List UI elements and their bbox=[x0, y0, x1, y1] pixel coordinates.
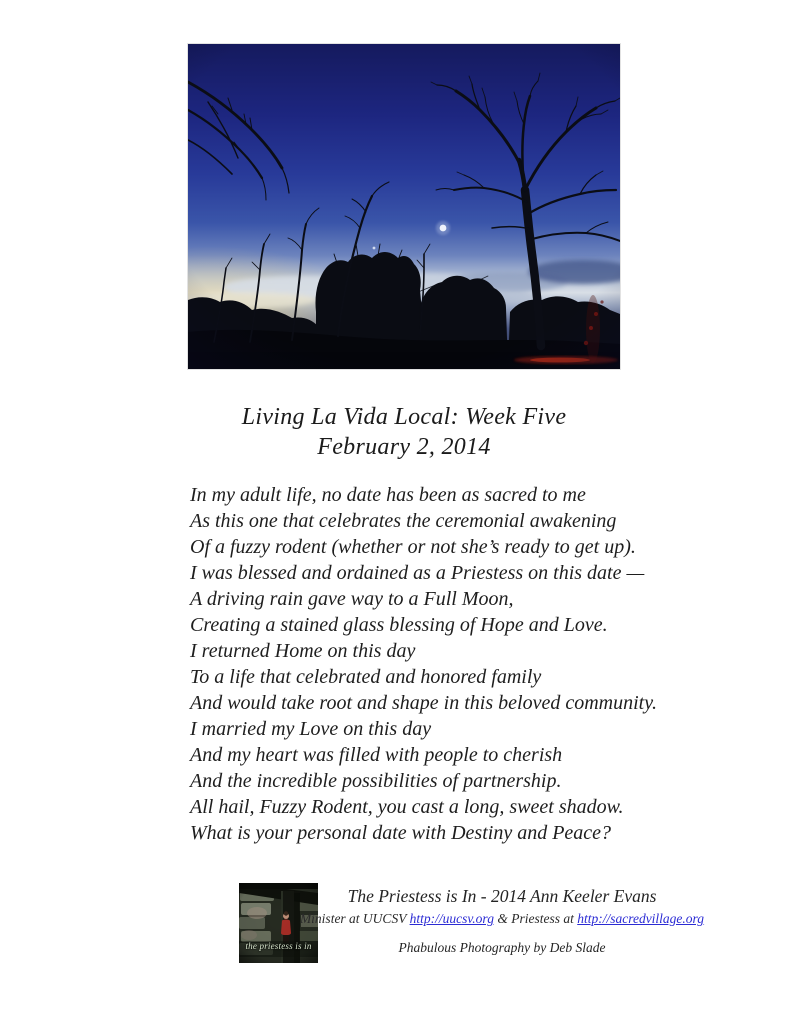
link-uucsv[interactable]: http://uucsv.org bbox=[409, 911, 494, 926]
photo-credit: Phabulous Photography by Deb Slade bbox=[398, 940, 606, 955]
poem-line: And would take root and shape in this beloved community. bbox=[190, 692, 657, 714]
poem-line: And the incredible possibilities of partnership. bbox=[190, 770, 562, 792]
thumbnail-caption: the priestess is in bbox=[245, 941, 312, 951]
poem bbox=[190, 482, 657, 846]
poem-line: What is your personal date with Destiny and Peace? bbox=[190, 822, 612, 844]
poem-line: I was blessed and ordained as a Priestess on this date — bbox=[190, 562, 645, 584]
page-title: Living La Vida Local: Week Five bbox=[241, 404, 567, 430]
poem-line: To a life that celebrated and honored family bbox=[190, 666, 542, 688]
poem-line: All hail, Fuzzy Rodent, you cast a long, sweet shadow. bbox=[190, 796, 624, 818]
poem-line: Of a fuzzy rodent (whether or not she’s ready to get up). bbox=[190, 536, 636, 558]
page-date: February 2, 2014 bbox=[317, 434, 491, 460]
footer-roles bbox=[296, 909, 708, 928]
footer-text bbox=[296, 886, 708, 957]
minister-text: Minister at UUCSV bbox=[299, 911, 410, 926]
title-block bbox=[148, 402, 660, 462]
twilight-photo-art bbox=[188, 44, 620, 369]
priestess-text: & Priestess at bbox=[493, 911, 578, 926]
footer-byline: The Priestess is In - 2014 Ann Keeler Evans bbox=[347, 886, 657, 906]
poem-line: Creating a stained glass blessing of Hope and Love. bbox=[190, 614, 608, 636]
poem-line: I married my Love on this day bbox=[190, 718, 432, 740]
twilight-photo bbox=[188, 44, 620, 369]
poem-line: I returned Home on this day bbox=[190, 640, 416, 662]
poem-line: A driving rain gave way to a Full Moon, bbox=[190, 588, 514, 610]
poem-line: As this one that celebrates the ceremonial awakening bbox=[190, 510, 617, 532]
poem-line: And my heart was filled with people to cherish bbox=[190, 744, 563, 766]
link-sacredvillage[interactable]: http://sacredvillage.org bbox=[577, 911, 705, 926]
poem-line: In my adult life, no date has been as sacred to me bbox=[190, 484, 586, 506]
